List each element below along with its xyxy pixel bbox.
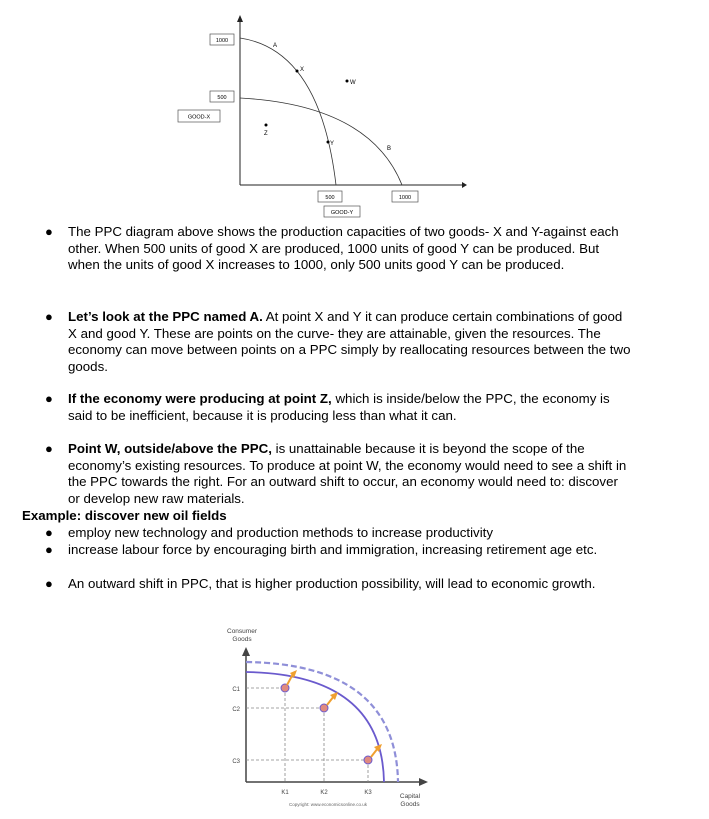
point-w-marker [346, 80, 349, 83]
bullet-dot: ● [45, 224, 53, 239]
example-item-text: increase labour force by encouraging birth and immigration, increasing retirement age etc. [68, 542, 598, 557]
bullet-bold-text: Point W, outside/above the PPC, [68, 441, 272, 456]
ppc-curve-b [240, 98, 402, 185]
example-item-text: employ new technology and production methods to increase productivity [68, 525, 494, 540]
x-tick-k1: K1 [281, 790, 289, 796]
bullet-dot: ● [45, 441, 53, 456]
y-tick-1000: 1000 [215, 38, 229, 44]
y-axis-label-line1: Consumer [227, 628, 257, 635]
y-axis-arrow-icon [242, 647, 250, 656]
bullet-dot: ● [45, 542, 53, 557]
point-z-label: Z [264, 131, 268, 137]
y-tick-c1: C1 [232, 687, 240, 693]
x-axis-arrow-icon [419, 778, 428, 786]
example-item-text: An outward shift in PPC, that is higher production possibility, will lead to economic growth. [68, 576, 596, 591]
y-axis-label: GOOD-X [187, 114, 211, 121]
x-axis-label-line1: Capital [399, 793, 421, 800]
bullet-item-3 [45, 391, 633, 424]
x-tick-k3: K3 [364, 790, 372, 796]
point-c3-k3 [364, 756, 372, 764]
bullet-item-1 [45, 224, 633, 274]
x-axis-label-line2: Goods [400, 801, 420, 808]
y-tick-c2: C2 [232, 707, 240, 713]
ppc-original-curve [246, 672, 384, 782]
bullet-dot: ● [45, 391, 53, 406]
bullet-item-4 [45, 441, 633, 507]
x-axis-label: GOOD-Y [330, 210, 354, 216]
ppc-shift-diagram [218, 622, 433, 814]
x-tick-500: 500 [325, 195, 335, 201]
bullet-dot: ● [45, 525, 53, 540]
y-tick-500: 500 [217, 95, 227, 101]
point-w-label: W [350, 80, 356, 86]
point-x-marker [296, 70, 299, 73]
point-c2-k2 [320, 704, 328, 712]
copyright-text: Copyright: www.economicsonline.co.uk [288, 802, 368, 807]
bullet-bold-text: Let’s look at the PPC named A. [68, 309, 263, 324]
bullet-dot: ● [45, 309, 53, 324]
y-tick-c3: C3 [232, 759, 240, 765]
example-heading: Example: discover new oil fields [22, 508, 227, 523]
bullet-text: which is inside/below the PPC, the economy is said to be inefficient, because it is producing less than what it can. [68, 391, 610, 423]
x-axis-arrow-icon [462, 182, 467, 188]
point-y-label: Y [330, 141, 335, 147]
bullet-dot: ● [45, 576, 53, 591]
bullet-item-2 [45, 309, 633, 375]
example-item-3 [45, 576, 633, 593]
y-axis-arrow-icon [237, 15, 243, 22]
bullet-text: is unattainable because it is beyond the scope of the economy’s existing resources. To produce at point W, the economy would need to see a shift in the PPC towards the right. For an outward shift to occur, an economy would need to: discover or develop new raw materials. [68, 441, 627, 506]
bullet-bold-text: If the economy were producing at point Z, [68, 391, 332, 406]
example-item-1 [45, 525, 633, 542]
bullet-text: The PPC diagram above shows the production capacities of two goods- X and Y-against each other. When 500 units of good X are produced, 1000 units of good Y can be produced. But when the units of good X increases to 1000, only 500 units good Y can be produced. [68, 224, 619, 273]
ppc-shifted-curve [246, 662, 398, 782]
curve-b-label: B [387, 146, 392, 152]
ppc-diagram-1 [170, 10, 480, 225]
y-axis-label-line2: Goods [232, 636, 252, 643]
point-x-label: X [300, 67, 305, 73]
bullet-text: At point X and Y it can produce certain combinations of good X and good Y. These are points on the curve- they are attainable, given the resources. The economy can move between points on a PPC simply by reallocating resources between the two goods. [68, 309, 631, 374]
curve-a-label: A [273, 43, 278, 49]
ppc-curve-a [240, 38, 336, 185]
example-item-2 [45, 542, 633, 559]
point-z-marker [265, 124, 268, 127]
x-tick-1000: 1000 [398, 195, 412, 201]
x-tick-k2: K2 [320, 790, 328, 796]
